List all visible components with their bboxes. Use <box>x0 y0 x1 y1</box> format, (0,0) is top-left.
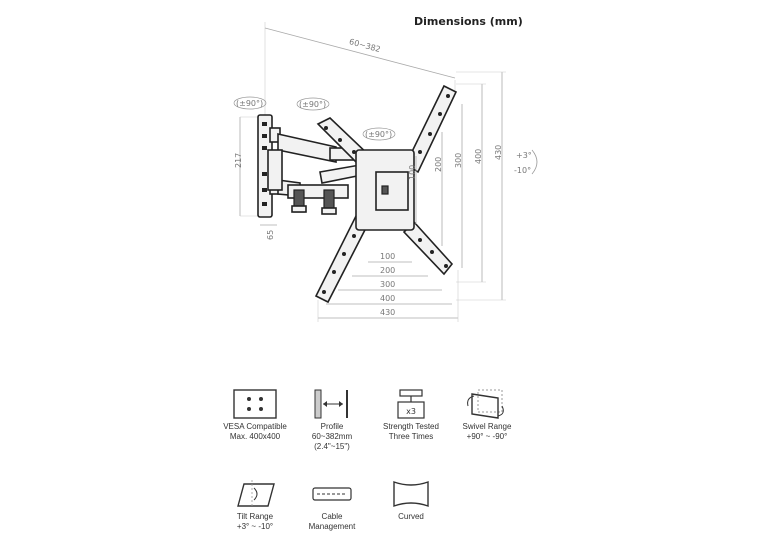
w100-label: 100 <box>380 252 396 261</box>
feature-strength-line1: Strength Tested <box>383 422 439 431</box>
h400-label: 400 <box>474 148 483 164</box>
wall-plate-width-label: 65 <box>266 229 275 240</box>
h200-label: 200 <box>434 156 443 172</box>
cable-icon <box>309 478 355 510</box>
rotation-right-label: (±90°) <box>365 130 393 139</box>
feature-swivel-line1: Swivel Range <box>462 422 512 431</box>
tilt-indicator <box>514 150 537 175</box>
rotation-right <box>363 128 395 140</box>
feature-swivel <box>432 388 542 442</box>
feature-swivel-line2: +90° ~ -90° <box>466 432 508 441</box>
feature-curved <box>356 478 466 522</box>
vesa-grid-icon <box>232 388 278 420</box>
w200-label: 200 <box>380 266 396 275</box>
curved-icon <box>388 478 434 510</box>
feature-profile-line2: 60~382mm <box>311 432 353 441</box>
tilt-up-label: +3° <box>516 151 532 160</box>
feature-tilt-line2: +3° ~ -10° <box>236 522 274 531</box>
rotation-left-label: (±90°) <box>236 99 264 108</box>
profile-icon <box>309 388 355 420</box>
feature-strength-line2: Three Times <box>388 432 434 441</box>
swivel-icon <box>464 388 510 420</box>
h100-label: 100 <box>408 164 417 180</box>
w400-label: 400 <box>380 294 396 303</box>
diagram-title: Dimensions (mm) <box>414 15 523 28</box>
feature-cable-line1: Cable <box>321 512 343 521</box>
h430-label: 430 <box>494 144 503 160</box>
feature-profile-line3: (2.4"~15") <box>314 442 350 451</box>
feature-cable-line2: Management <box>308 522 356 531</box>
wall-plate-width-dimension <box>260 225 277 240</box>
profile-dimension-label: 60~382 <box>348 37 382 55</box>
rotation-mid <box>297 98 329 110</box>
vertical-dimensions <box>408 72 506 300</box>
profile-dimension <box>265 22 455 118</box>
feature-tilt-line1: Tilt Range <box>236 512 274 521</box>
feature-vesa-line1: VESA Compatible <box>223 422 287 431</box>
wall-plate-height-label: 217 <box>234 152 243 168</box>
weight-icon <box>388 388 434 420</box>
w430-label: 430 <box>380 308 396 317</box>
weight-badge: x3 <box>406 407 416 416</box>
w300-label: 300 <box>380 280 396 289</box>
rotation-left <box>234 97 266 109</box>
feature-vesa-line2: Max. 400x400 <box>229 432 281 441</box>
tilt-icon <box>232 478 278 510</box>
feature-profile-line1: Profile <box>320 422 344 431</box>
rotation-mid-label: (±90°) <box>299 100 327 109</box>
h300-label: 300 <box>454 152 463 168</box>
feature-curved-line1: Curved <box>398 512 424 521</box>
tilt-down-label: -10° <box>514 166 532 175</box>
wall-plate-height-dimension <box>234 117 258 216</box>
